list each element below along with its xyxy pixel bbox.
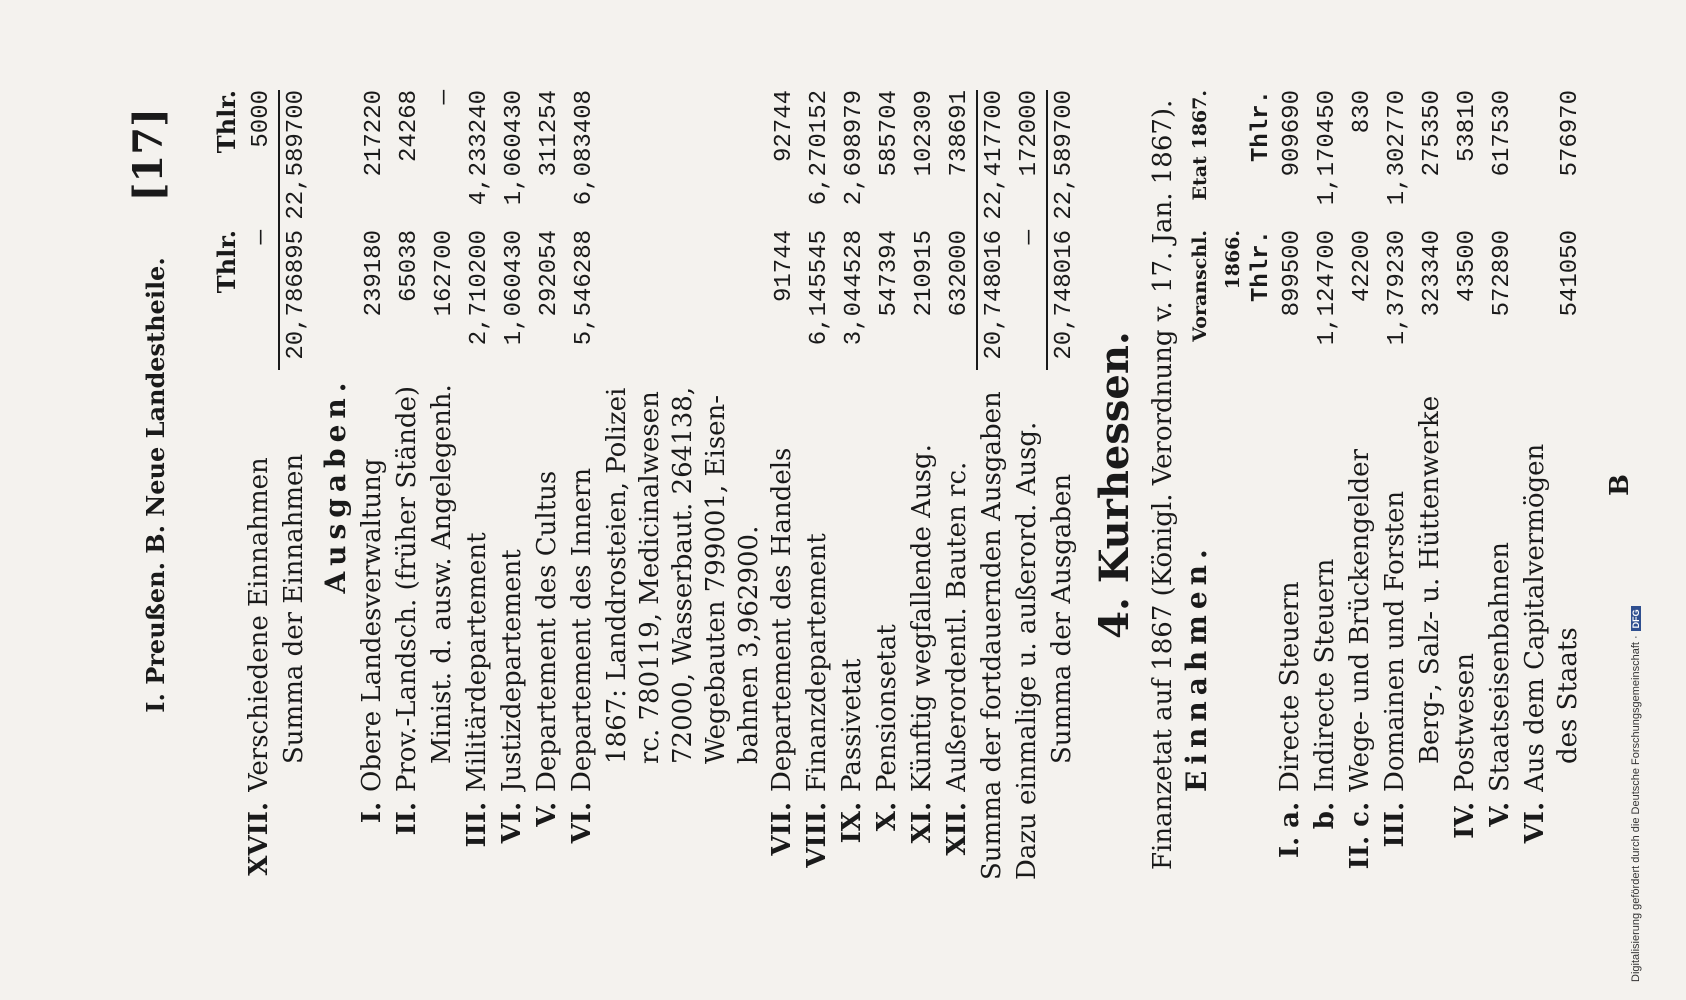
ausgaben-heading: Ausgaben.	[319, 376, 352, 594]
row-value-1867: 830	[1349, 90, 1376, 134]
row-value-1866: 162700	[431, 230, 458, 317]
kurhessen-row	[1414, 90, 1449, 880]
page-number: [17]	[125, 108, 172, 202]
unit-header-row	[210, 90, 243, 880]
row-value-1866: 3,044528	[841, 230, 868, 346]
row-label: Staatseisenbahnen	[1485, 542, 1515, 792]
ausgaben-row	[426, 90, 461, 880]
row-value-1867: 6,270152	[806, 90, 833, 206]
ausgaben-list-2	[766, 90, 976, 880]
ausgaben-row	[461, 90, 496, 880]
kurhessen-decree: Finanzetat auf 1867 (Königl. Verordnung v. 17. Jan. 1867).	[1148, 99, 1178, 870]
row-label: Minist. d. ausw. Angelegenh.	[427, 384, 457, 764]
row-value-1866: 20,748016	[1046, 230, 1081, 370]
kurhessen-row	[1484, 90, 1519, 880]
row-label: Justizdepartement	[497, 549, 527, 792]
kurhessen-row	[1274, 90, 1309, 880]
kurhessen-einnahmen-header	[1180, 90, 1250, 880]
row-label: Indirecte Steuern	[1310, 558, 1340, 792]
ausgaben-row	[906, 90, 941, 880]
row-value-1866: 292054	[536, 230, 563, 317]
row-label: des Staats	[1553, 627, 1583, 764]
row-value-1867: 585704	[876, 90, 903, 177]
row-value-1867: 738691	[946, 90, 973, 177]
row-value-1867: 22,589700	[1046, 90, 1081, 230]
row-value-1866: 1,379230	[1384, 230, 1411, 346]
digitization-credit-text: Digitalisierung gefördert durch die Deutsche Forschungsgemeinschaft ·DFG	[1630, 606, 1642, 982]
ausgaben-list	[356, 90, 601, 880]
row-number: V.	[532, 802, 562, 827]
note-line: bahnen 3,962900.	[734, 525, 764, 764]
row-number: VI.	[1520, 802, 1550, 844]
row-label: Verschiedene Einnahmen	[244, 457, 274, 792]
row-value-1867: 92744	[771, 90, 798, 163]
page-header	[125, 90, 195, 880]
row-number: III.	[462, 802, 492, 848]
einnahmen-row-xvii	[243, 90, 278, 880]
row-value-1867: 275350	[1419, 90, 1446, 177]
signature-mark: B	[1605, 474, 1635, 496]
row-value-1866: 899500	[1279, 230, 1306, 317]
row-number: IX.	[837, 802, 867, 844]
row-value-1867: 172000	[1016, 90, 1043, 177]
row-value-1866: 6,145545	[806, 230, 833, 346]
ausgaben-row	[496, 90, 531, 880]
row-label: Summa der fortdauernden Ausgaben	[977, 391, 1007, 880]
ausgaben-total-einmalig	[1011, 90, 1046, 880]
row-value-1867: 217220	[361, 90, 388, 177]
row-number: XI.	[907, 802, 937, 844]
row-value-1867: 5000	[248, 90, 275, 148]
row-value-1866: 42200	[1349, 230, 1376, 303]
row-number: VI.	[497, 802, 527, 844]
row-value-1867: 53810	[1454, 90, 1481, 163]
ausgaben-row	[356, 90, 391, 880]
row-value-1866: 572890	[1489, 230, 1516, 317]
row-number: XII.	[942, 802, 972, 856]
row-value-1867: 1,302770	[1384, 90, 1411, 206]
year-1867-label: Etat 1867.	[1189, 90, 1211, 201]
kurhessen-row	[1519, 90, 1552, 880]
row-number: VIII.	[802, 802, 832, 868]
row-value-1866: 65038	[396, 230, 423, 303]
row-value-1866: 1,124700	[1314, 230, 1341, 346]
row-label: Dazu einmalige u. außerord. Ausg.	[1012, 421, 1042, 880]
row-number: I. a.	[1275, 802, 1305, 859]
note-line: rc. 780119, Medicinalwesen	[635, 391, 665, 764]
row-value-1867: 311254	[536, 90, 563, 177]
ausgaben-row	[941, 90, 976, 880]
row-number: IV.	[1450, 802, 1480, 839]
row-value-1866: 43500	[1454, 230, 1481, 303]
row-number: b.	[1310, 802, 1340, 830]
row-number: I.	[357, 802, 387, 824]
row-value-1866: 239180	[361, 230, 388, 317]
row-label: Passivetat	[837, 658, 867, 792]
row-label: Domainen und Forsten	[1380, 490, 1410, 792]
row-label: Departement des Innern	[567, 467, 597, 792]
unit-col1: Thlr.	[1248, 230, 1275, 303]
row-label: Departement des Cultus	[532, 470, 562, 792]
row-label: Wege- und Brückengelder	[1345, 448, 1375, 792]
row-number: VII.	[767, 802, 797, 856]
kurhessen-einnahmen-heading: Einnahmen.	[1180, 543, 1213, 792]
row-label: Departement des Handels	[767, 447, 797, 792]
note-line: Wegebauten 799001, Eisen-	[701, 394, 731, 764]
kurhessen-heading: 4. Kurhessen.	[1091, 331, 1138, 639]
kurhessen-row	[1379, 90, 1414, 880]
row-number: X.	[872, 802, 902, 832]
einnahmen-sum-row	[278, 90, 313, 880]
dfg-logo: DFG	[1631, 606, 1641, 631]
row-value-1867: 909690	[1279, 90, 1306, 177]
ausgaben-row	[766, 90, 801, 880]
unit-col1: Thlr.	[212, 230, 241, 294]
ausgaben-total-sum	[1046, 90, 1081, 880]
row-value-1867: 6,083408	[571, 90, 598, 206]
unit-col2: Thlr.	[1248, 90, 1275, 163]
row-number: III.	[1380, 802, 1410, 848]
note-line: 72000, Wasserbaut. 264138,	[668, 386, 698, 764]
page-content	[125, 90, 1635, 880]
row-label: Berg-, Salz- u. Hüttenwerke	[1415, 395, 1445, 764]
row-label: Künftig wegfallende Ausg.	[907, 444, 937, 792]
row-label: Außerordentl. Bauten rc.	[942, 461, 972, 792]
kurhessen-row	[1344, 90, 1379, 880]
row-value-1867: 2,698979	[841, 90, 868, 206]
row-value-1867: 24268	[396, 90, 423, 163]
row-value-1866: 210915	[911, 230, 938, 317]
kurhessen-row	[1552, 90, 1587, 880]
row-value-1866: 541050	[1557, 230, 1584, 317]
row-label: Prov.-Landsch. (früher Stände)	[392, 385, 422, 792]
ausgaben-row	[566, 90, 601, 880]
year-1866-label: Voranschl. 1866.	[1189, 230, 1244, 342]
kurhessen-einnahmen-list	[1274, 90, 1587, 880]
row-label: Summa der Einnahmen	[279, 453, 309, 764]
row-number: V.	[1485, 802, 1515, 827]
row-label: Pensionsetat	[872, 624, 902, 792]
ausgaben-row	[531, 90, 566, 880]
row-value-1867: 617530	[1489, 90, 1516, 177]
innern-note	[601, 90, 766, 880]
row-value-1866: 2,710200	[466, 230, 493, 346]
row-value-1866: 20,748016	[976, 230, 1011, 370]
ausgaben-row	[391, 90, 426, 880]
kurhessen-row	[1449, 90, 1484, 880]
row-value-1866: —	[1016, 230, 1043, 245]
row-value-1866: 5,546288	[571, 230, 598, 346]
row-number: II.	[392, 802, 422, 836]
budget-sheet	[210, 90, 1635, 880]
row-value-1866: 91744	[771, 230, 798, 303]
ausgaben-row	[836, 90, 871, 880]
ausgaben-total-fortdauernd	[976, 90, 1011, 880]
row-number: II. c.	[1345, 802, 1375, 870]
row-value-1867: 22,589700	[278, 90, 313, 230]
running-title: I. Preußen. B. Neue Landestheile.	[141, 257, 170, 713]
row-value-1866: 632000	[946, 230, 973, 317]
row-value-1867: —	[431, 90, 458, 105]
row-number: VI.	[567, 802, 597, 844]
row-label: Obere Landesverwaltung	[357, 458, 387, 792]
row-label: Aus dem Capitalvermögen	[1520, 443, 1550, 792]
row-label: Militärdepartement	[462, 532, 492, 792]
row-value-1867: 576970	[1557, 90, 1584, 177]
row-label: Postwesen	[1450, 652, 1480, 792]
unit-col2: Thlr.	[212, 90, 241, 154]
row-value-1867: 1,170450	[1314, 90, 1341, 206]
note-line: 1867: Landdrosteien, Polizei	[602, 387, 632, 764]
row-value-1867: 4,233240	[466, 90, 493, 206]
ausgaben-row	[871, 90, 906, 880]
kurhessen-unit-row	[1250, 90, 1274, 880]
row-value-1866: 547394	[876, 230, 903, 317]
row-label: Finanzdepartement	[802, 533, 832, 792]
row-value-1867: 1,060430	[501, 90, 528, 206]
row-value-1866: 1,060430	[501, 230, 528, 346]
row-value-1866: 323340	[1419, 230, 1446, 317]
row-value-1866: 20,786895	[278, 230, 313, 370]
row-value-1867: 102309	[911, 90, 938, 177]
kurhessen-row	[1309, 90, 1344, 880]
digitization-credit	[1630, 22, 1646, 982]
row-value-1867: 22,417700	[976, 90, 1011, 230]
row-value-1866: —	[248, 230, 275, 245]
ausgaben-row	[801, 90, 836, 880]
row-label: Summa der Ausgaben	[1047, 473, 1077, 764]
row-label: Directe Steuern	[1275, 581, 1305, 792]
row-number: XVII.	[244, 802, 274, 876]
